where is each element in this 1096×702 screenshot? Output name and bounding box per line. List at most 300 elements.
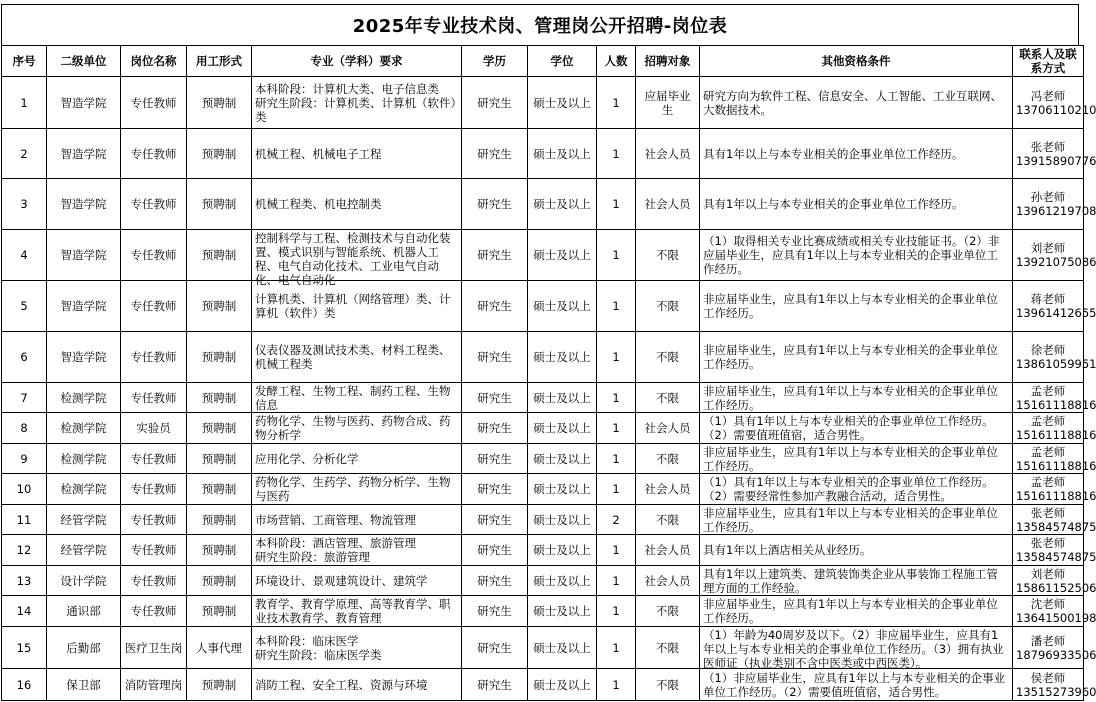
cell-count-text: 1 [612,248,620,262]
cell-form-text: 预聘制 [201,604,237,618]
cell-target [636,596,700,627]
cell-form [187,179,252,230]
cell-contact [1013,596,1096,627]
cell-contact-text: 孙老师 13961219708 [1016,190,1096,218]
header-edu: 学历 [462,46,528,77]
cell-contact-text: 刘老师 15861152506 [1016,566,1096,595]
cell-edu-text: 研究生 [477,604,512,618]
cell-degree [528,596,597,627]
cell-target [636,129,700,179]
cell-degree [528,474,597,505]
cell-post [121,413,187,444]
cell-post-text: 专任教师 [130,299,177,313]
cell-unit-text: 保卫部 [66,677,101,692]
cell-contact-text: 刘老师 13921075086 [1016,241,1096,269]
cell-count [597,77,636,129]
cell-edu [462,669,528,701]
cell-count-text: 1 [612,421,620,435]
cell-other [700,505,1013,535]
cell-edu-text: 研究生 [477,543,512,557]
cell-form [187,474,252,505]
cell-count [597,669,636,701]
cell-other [700,383,1013,413]
cell-target-text: 不限 [656,640,679,655]
cell-degree [528,281,597,332]
cell-post [121,669,187,701]
cell-other [700,179,1013,230]
cell-no-text: 13 [16,573,32,588]
cell-count [597,230,636,281]
cell-unit [47,179,121,230]
cell-edu [462,596,528,627]
header-degree: 学位 [528,46,597,77]
cell-unit [47,383,121,413]
cell-form-text: 预聘制 [201,390,237,405]
cell-post-text: 医疗卫生岗 [124,640,183,655]
cell-form-text: 预聘制 [201,197,237,211]
cell-major-text: 仪表仪器及测试技术类、材料工程类、机械工程类 [255,343,451,371]
cell-post-text: 专任教师 [130,350,177,364]
cell-no-text: 11 [16,512,32,527]
table-row [2,535,1084,566]
cell-other [700,566,1013,596]
cell-count-text: 1 [612,640,620,655]
cell-degree [528,444,597,474]
cell-unit-text: 检测学院 [60,390,107,405]
cell-major-text: 药物化学、生药学、药物分析学、生物与医药 [255,475,451,503]
cell-count-text: 1 [612,543,620,557]
cell-contact-text: 张老师 13584574875 [1016,505,1096,534]
cell-contact-text: 侯老师 13515273960 [1016,670,1096,699]
cell-post-text: 专任教师 [130,248,177,262]
table-row [2,444,1084,474]
cell-degree-text: 硕士及以上 [533,543,591,557]
table-row [2,474,1084,505]
cell-contact [1013,281,1096,332]
cell-unit [47,444,121,474]
cell-no [2,474,47,505]
cell-degree-text: 硕士及以上 [533,604,591,618]
cell-other-text: 具有1年以上酒店相关从业经历。 [703,543,872,557]
cell-no [2,566,47,596]
cell-degree [528,669,597,701]
cell-other-text: （1）具有1年以上与本专业相关的企事业单位工作经历。（2）需要经常性参加产教融合活动，适合男性。 [703,475,994,503]
cell-other [700,669,1013,701]
header-count: 人数 [597,46,636,77]
cell-other-text: 非应届毕业生，应具有1年以上与本专业相关的企事业单位工作经历。 [703,444,998,473]
cell-major [252,596,462,627]
cell-count [597,474,636,505]
cell-target-text: 社会人员 [644,197,691,211]
cell-edu [462,179,528,230]
cell-other-text: 具有1年以上与本专业相关的企事业单位工作经历。 [703,197,964,211]
cell-post [121,383,187,413]
cell-form [187,566,252,596]
header-no: 序号 [2,46,47,77]
cell-edu [462,230,528,281]
cell-contact [1013,77,1096,129]
cell-major [252,383,462,413]
cell-form-text: 预聘制 [201,299,237,313]
cell-unit [47,77,121,129]
table-row [2,383,1084,413]
cell-contact [1013,332,1096,383]
cell-contact [1013,383,1096,413]
cell-target-text: 社会人员 [644,573,691,588]
cell-target [636,535,700,566]
cell-major [252,129,462,179]
cell-form [187,535,252,566]
cell-target-text: 不限 [656,350,679,364]
cell-target-text: 不限 [656,451,679,466]
cell-form-text: 预聘制 [201,482,237,496]
cell-edu [462,332,528,383]
cell-form [187,383,252,413]
cell-count-text: 1 [612,95,620,110]
cell-unit-text: 智造学院 [60,197,107,211]
cell-edu-text: 研究生 [477,677,512,692]
cell-contact [1013,669,1096,701]
cell-unit-text: 经管学院 [60,543,107,557]
cell-other-text: 非应届毕业生，应具有1年以上与本专业相关的企事业单位工作经历。 [703,505,998,534]
cell-unit-text: 通识部 [66,604,101,618]
cell-edu-text: 研究生 [477,299,512,313]
cell-no-text: 7 [20,390,28,405]
cell-major-text: 应用化学、分析化学 [255,451,359,466]
cell-unit-text: 智造学院 [60,248,107,262]
table-body [2,77,1096,701]
cell-unit [47,230,121,281]
table-row [2,669,1084,701]
cell-contact [1013,566,1096,596]
cell-major [252,332,462,383]
cell-contact-text: 蒋老师 13961412655 [1016,292,1096,320]
cell-unit [47,596,121,627]
cell-form-text: 预聘制 [201,573,237,588]
cell-no [2,129,47,179]
cell-count [597,535,636,566]
cell-degree-text: 硕士及以上 [533,350,591,364]
cell-other [700,230,1013,281]
cell-degree-text: 硕士及以上 [533,421,591,435]
cell-degree [528,230,597,281]
cell-count [597,505,636,535]
cell-post [121,281,187,332]
cell-major-text: 控制科学与工程、检测技术与自动化装置、模式识别与智能系统、机器人工程、电气自动化技术、工业电气自动化、电气自动化 [255,230,451,287]
cell-form-text: 预聘制 [201,95,237,110]
cell-post [121,596,187,627]
header-contact: 联系人及联系方式 [1013,46,1084,77]
cell-degree-text: 硕士及以上 [533,390,591,405]
cell-post-text: 专任教师 [130,146,177,161]
cell-post [121,474,187,505]
cell-unit [47,535,121,566]
cell-degree [528,535,597,566]
cell-contact [1013,627,1096,669]
cell-count-text: 1 [612,677,620,692]
cell-target [636,179,700,230]
cell-degree [528,179,597,230]
cell-degree [528,627,597,669]
cell-post-text: 专任教师 [130,573,177,588]
cell-contact [1013,535,1096,566]
cell-contact [1013,413,1096,444]
cell-other-text: 具有1年以上与本专业相关的企事业单位工作经历。 [703,146,964,161]
cell-target-text: 社会人员 [644,482,691,496]
cell-no [2,332,47,383]
cell-degree-text: 硕士及以上 [533,640,591,655]
cell-no-text: 15 [16,640,32,655]
cell-target [636,474,700,505]
cell-major [252,77,462,129]
cell-unit-text: 智造学院 [60,95,107,110]
cell-target-text: 不限 [656,604,679,618]
cell-edu [462,444,528,474]
cell-target-text: 不限 [656,248,679,262]
cell-major-text: 机械工程、机械电子工程 [255,146,382,161]
cell-degree-text: 硕士及以上 [533,299,591,313]
cell-edu [462,627,528,669]
cell-unit [47,474,121,505]
cell-post-text: 专任教师 [130,95,177,110]
cell-edu-text: 研究生 [477,146,512,161]
cell-edu-text: 研究生 [477,512,512,527]
header-post: 岗位名称 [121,46,187,77]
header-unit: 二级单位 [47,46,121,77]
cell-edu-text: 研究生 [477,482,512,496]
cell-target [636,332,700,383]
page-title: 2025年专业技术岗、管理岗公开招聘-岗位表 [1,4,1079,45]
cell-form [187,444,252,474]
cell-count-text: 1 [612,299,620,313]
cell-no-text: 12 [16,543,32,557]
cell-no [2,444,47,474]
cell-major [252,627,462,669]
cell-other [700,77,1013,129]
cell-major [252,669,462,701]
cell-degree-text: 硕士及以上 [533,146,591,161]
cell-other [700,444,1013,474]
cell-no [2,281,47,332]
cell-form [187,669,252,701]
cell-major-text: 本科阶段：计算机大类、电子信息类 研究生阶段：计算机类、计算机（软件）类 [255,81,457,124]
cell-form-text: 预聘制 [201,350,237,364]
cell-target [636,230,700,281]
cell-count-text: 1 [612,482,620,496]
cell-unit [47,332,121,383]
cell-major-text: 消防工程、安全工程、资源与环境 [255,677,428,692]
cell-major-text: 教育学、教育学原理、高等教育学、职业技术教育学、教育管理 [255,597,451,625]
cell-other-text: （1）非应届毕业生，应具有1年以上与本专业相关的企事业单位工作经历。（2）需要值班值宿，适合男性。 [703,670,1006,699]
cell-edu-text: 研究生 [477,640,512,655]
cell-no-text: 1 [20,95,28,110]
cell-degree [528,413,597,444]
cell-major-text: 计算机类、计算机（网络管理）类、计算机（软件）类 [255,292,451,320]
cell-edu [462,281,528,332]
cell-major [252,281,462,332]
cell-target-text: 应届毕业生 [644,88,691,117]
cell-unit-text: 智造学院 [60,146,107,161]
cell-form-text: 人事代理 [196,640,242,655]
cell-edu [462,535,528,566]
cell-post [121,77,187,129]
cell-other-text: （1）取得相关专业比赛成绩或相关专业技能证书。（2）非应届毕业生，应具有1年以上与本专业相关的企事业单位工作经历。 [703,234,1000,276]
cell-count-text: 1 [612,390,620,405]
cell-count [597,332,636,383]
cell-count-text: 1 [612,604,620,618]
cell-post [121,627,187,669]
cell-unit [47,281,121,332]
cell-count-text: 2 [612,512,620,527]
cell-form-text: 预聘制 [201,248,237,262]
cell-contact [1013,179,1096,230]
cell-post [121,129,187,179]
cell-degree-text: 硕士及以上 [533,482,591,496]
cell-form-text: 预聘制 [201,512,237,527]
cell-unit-text: 检测学院 [60,421,107,435]
cell-other-text: 非应届毕业生，应具有1年以上与本专业相关的企事业单位工作经历。 [703,292,998,320]
cell-major [252,566,462,596]
cell-count [597,129,636,179]
cell-other [700,129,1013,179]
cell-no-text: 2 [20,146,28,161]
cell-target [636,505,700,535]
cell-degree-text: 硕士及以上 [533,512,591,527]
cell-unit [47,669,121,701]
cell-contact [1013,474,1096,505]
cell-post [121,179,187,230]
cell-major [252,230,462,287]
cell-edu-text: 研究生 [477,573,512,588]
cell-other [700,474,1013,505]
cell-major-text: 发酵工程、生物工程、制药工程、生物信息 [255,383,451,412]
cell-no-text: 8 [20,421,28,435]
cell-contact-text: 孟老师 15161118816 [1016,414,1096,442]
cell-major [252,179,462,230]
header-form: 用工形式 [187,46,252,77]
cell-post [121,332,187,383]
cell-other-text: （1）年龄为40周岁及以下。（2）非应届毕业生，应具有1年以上与本专业相关的企事业单位工作经历。（3）拥有执业医师证（执业类别不含中医类或中西医类）。 [703,627,1004,670]
cell-no-text: 16 [16,677,32,692]
cell-no-text: 14 [16,604,32,618]
cell-unit [47,505,121,535]
cell-target [636,669,700,701]
table-row [2,566,1084,596]
cell-contact-text: 徐老师 13861059951 [1016,343,1096,371]
cell-contact [1013,444,1096,474]
cell-form [187,281,252,332]
table-row [2,230,1084,281]
table-row [2,627,1084,669]
cell-target-text: 社会人员 [644,421,691,435]
cell-contact-text: 孟老师 15161118816 [1016,475,1096,503]
cell-target-text: 社会人员 [644,146,691,161]
positions-table [1,45,1096,701]
cell-edu [462,129,528,179]
cell-unit [47,413,121,444]
cell-degree-text: 硕士及以上 [533,95,591,110]
cell-form [187,413,252,444]
cell-major [252,535,462,566]
cell-edu-text: 研究生 [477,95,512,110]
cell-form [187,77,252,129]
cell-post-text: 专任教师 [130,197,177,211]
cell-no [2,505,47,535]
cell-major-text: 环境设计、景观建筑设计、建筑学 [255,573,428,588]
cell-no-text: 9 [20,451,28,466]
cell-form [187,627,252,669]
cell-unit-text: 检测学院 [60,451,107,466]
cell-edu-text: 研究生 [477,451,512,466]
table-row [2,413,1084,444]
table-row [2,332,1084,383]
cell-form [187,505,252,535]
cell-count [597,566,636,596]
cell-form [187,230,252,281]
cell-no [2,383,47,413]
cell-edu [462,505,528,535]
cell-degree [528,129,597,179]
cell-post-text: 实验员 [136,421,171,435]
cell-form-text: 预聘制 [201,543,237,557]
table-row [2,505,1084,535]
cell-unit-text: 智造学院 [60,299,107,313]
cell-degree [528,332,597,383]
cell-post-text: 专任教师 [130,482,177,496]
cell-no [2,596,47,627]
header-target: 招聘对象 [636,46,700,77]
cell-no [2,179,47,230]
cell-major [252,474,462,505]
cell-contact [1013,505,1096,535]
cell-contact-text: 孟老师 15161118816 [1016,383,1096,412]
cell-post-text: 专任教师 [130,451,177,466]
cell-target [636,444,700,474]
cell-no [2,669,47,701]
cell-edu [462,77,528,129]
table-row [2,77,1084,129]
cell-other-text: 非应届毕业生，应具有1年以上与本专业相关的企事业单位工作经历。 [703,383,998,412]
cell-no-text: 4 [20,248,28,262]
cell-degree-text: 硕士及以上 [533,197,591,211]
cell-form [187,596,252,627]
cell-count [597,413,636,444]
cell-target [636,77,700,129]
cell-no [2,627,47,669]
cell-target-text: 不限 [656,512,679,527]
cell-degree-text: 硕士及以上 [533,677,591,692]
cell-unit-text: 设计学院 [60,573,107,588]
cell-major-text: 本科阶段：临床医学 研究生阶段：临床医学类 [255,633,382,662]
header-row [2,46,1084,77]
cell-degree-text: 硕士及以上 [533,248,591,262]
cell-other [700,332,1013,383]
cell-form [187,129,252,179]
cell-target-text: 不限 [656,299,679,313]
cell-degree-text: 硕士及以上 [533,573,591,588]
cell-major [252,413,462,444]
cell-other-text: （1）具有1年以上与本专业相关的企事业单位工作经历。（2）需要值班值宿，适合男性。 [703,414,994,442]
cell-edu-text: 研究生 [477,248,512,262]
cell-post [121,505,187,535]
cell-unit [47,566,121,596]
cell-no-text: 5 [20,299,28,313]
cell-post-text: 专任教师 [130,390,177,405]
cell-other-text: 研究方向为软件工程、信息安全、人工智能、工业互联网、大数据技术。 [703,88,1002,117]
cell-post [121,535,187,566]
cell-target-text: 不限 [656,390,679,405]
cell-count-text: 1 [612,350,620,364]
